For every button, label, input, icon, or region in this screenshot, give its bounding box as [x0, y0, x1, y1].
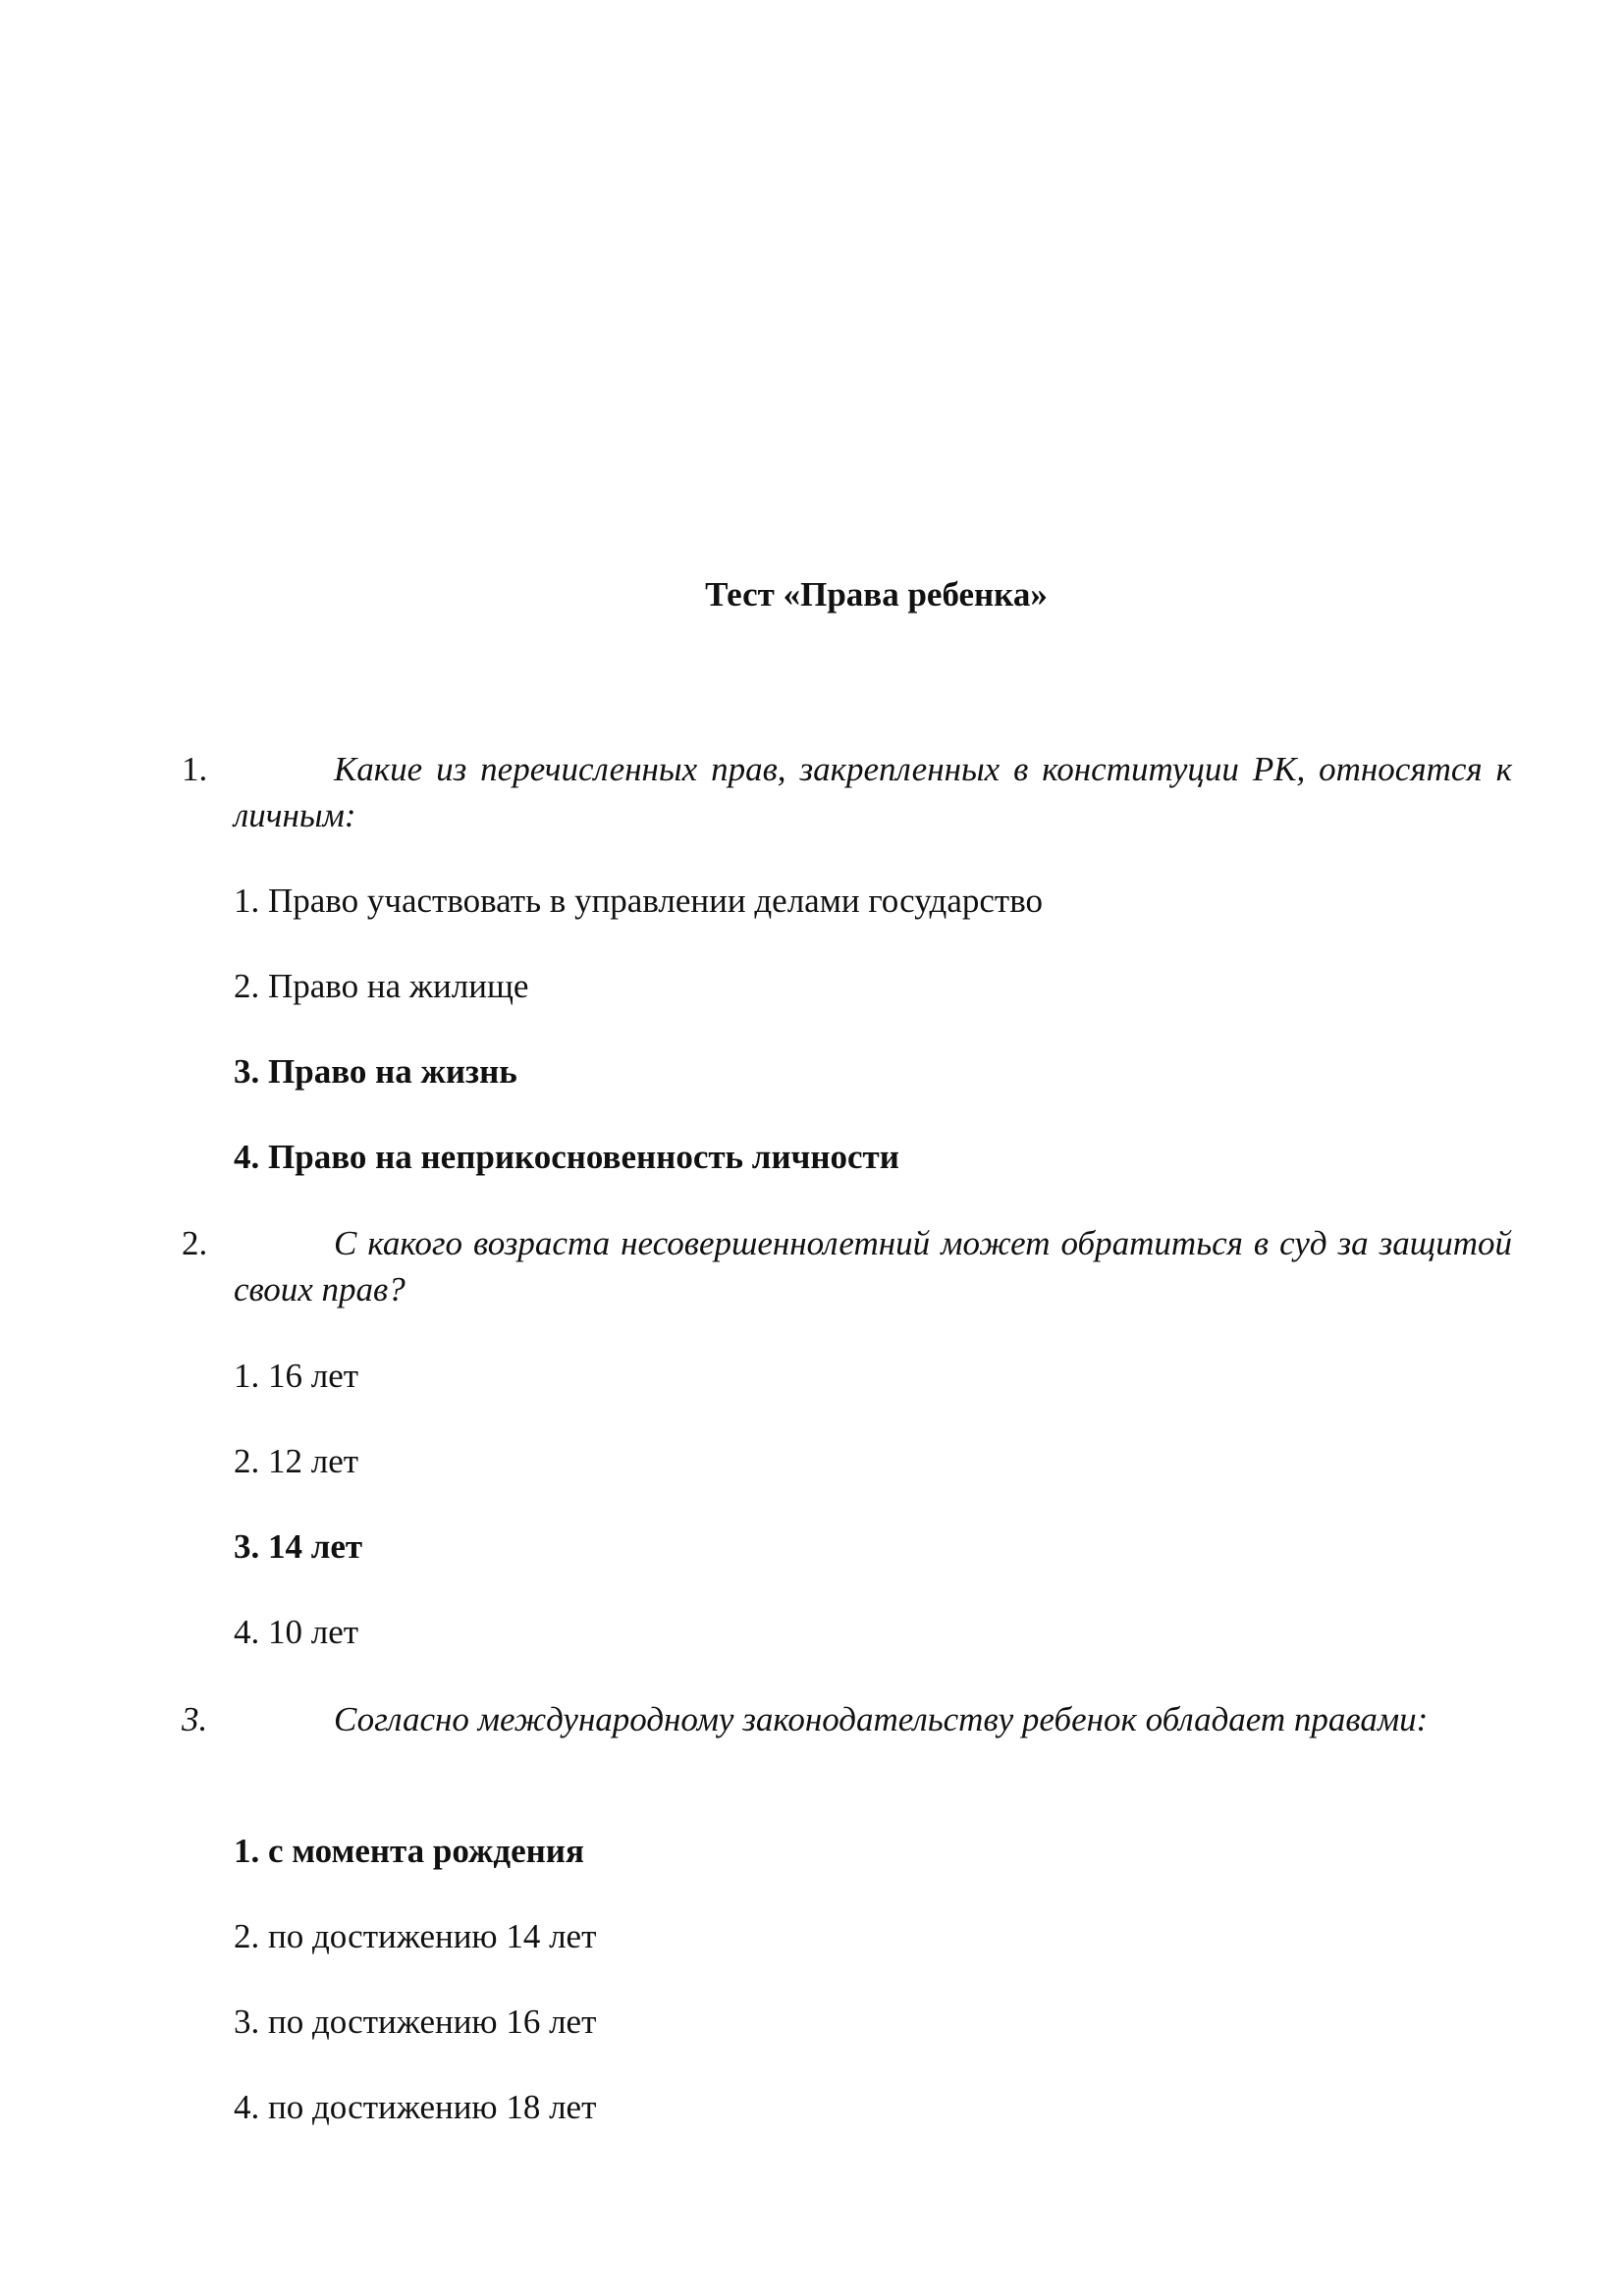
- answer-option: 4. 10 лет: [234, 1613, 359, 1651]
- question-2: [182, 1220, 1512, 1312]
- answer-option: 4. по достижению 18 лет: [234, 2088, 597, 2126]
- question-number: 3.: [182, 1700, 208, 1738]
- document-title: Тест «Права ребенка»: [705, 575, 1048, 614]
- answer-option-correct: 1. с момента рождения: [234, 1832, 584, 1870]
- question-text: Какие из перечисленных прав, закрепленных в конституции РК, относятся к личным:: [234, 750, 1512, 834]
- question-3: [182, 1696, 1512, 1742]
- question-1: [182, 746, 1512, 838]
- answer-option: 2. 12 лет: [234, 1442, 359, 1480]
- answer-option: 3. по достижению 16 лет: [234, 2002, 597, 2041]
- answer-option: 2. по достижению 14 лет: [234, 1917, 597, 1955]
- question-text: Согласно международному законодательству ребенок обладает правами:: [334, 1700, 1429, 1738]
- answer-option-correct: 3. Право на жизнь: [234, 1052, 517, 1091]
- answer-option: 1. Право участвовать в управлении делами государство: [234, 881, 1044, 920]
- answer-option: 2. Право на жилище: [234, 967, 529, 1005]
- answer-option: 1. 16 лет: [234, 1357, 359, 1395]
- answer-option-correct: 3. 14 лет: [234, 1527, 363, 1566]
- question-number: 2.: [182, 1224, 208, 1262]
- question-number: 1.: [182, 750, 208, 788]
- answer-option-correct: 4. Право на неприкосновенность личности: [234, 1138, 899, 1176]
- question-text: С какого возраста несовершеннолетний может обратиться в суд за защитой своих прав?: [234, 1224, 1512, 1308]
